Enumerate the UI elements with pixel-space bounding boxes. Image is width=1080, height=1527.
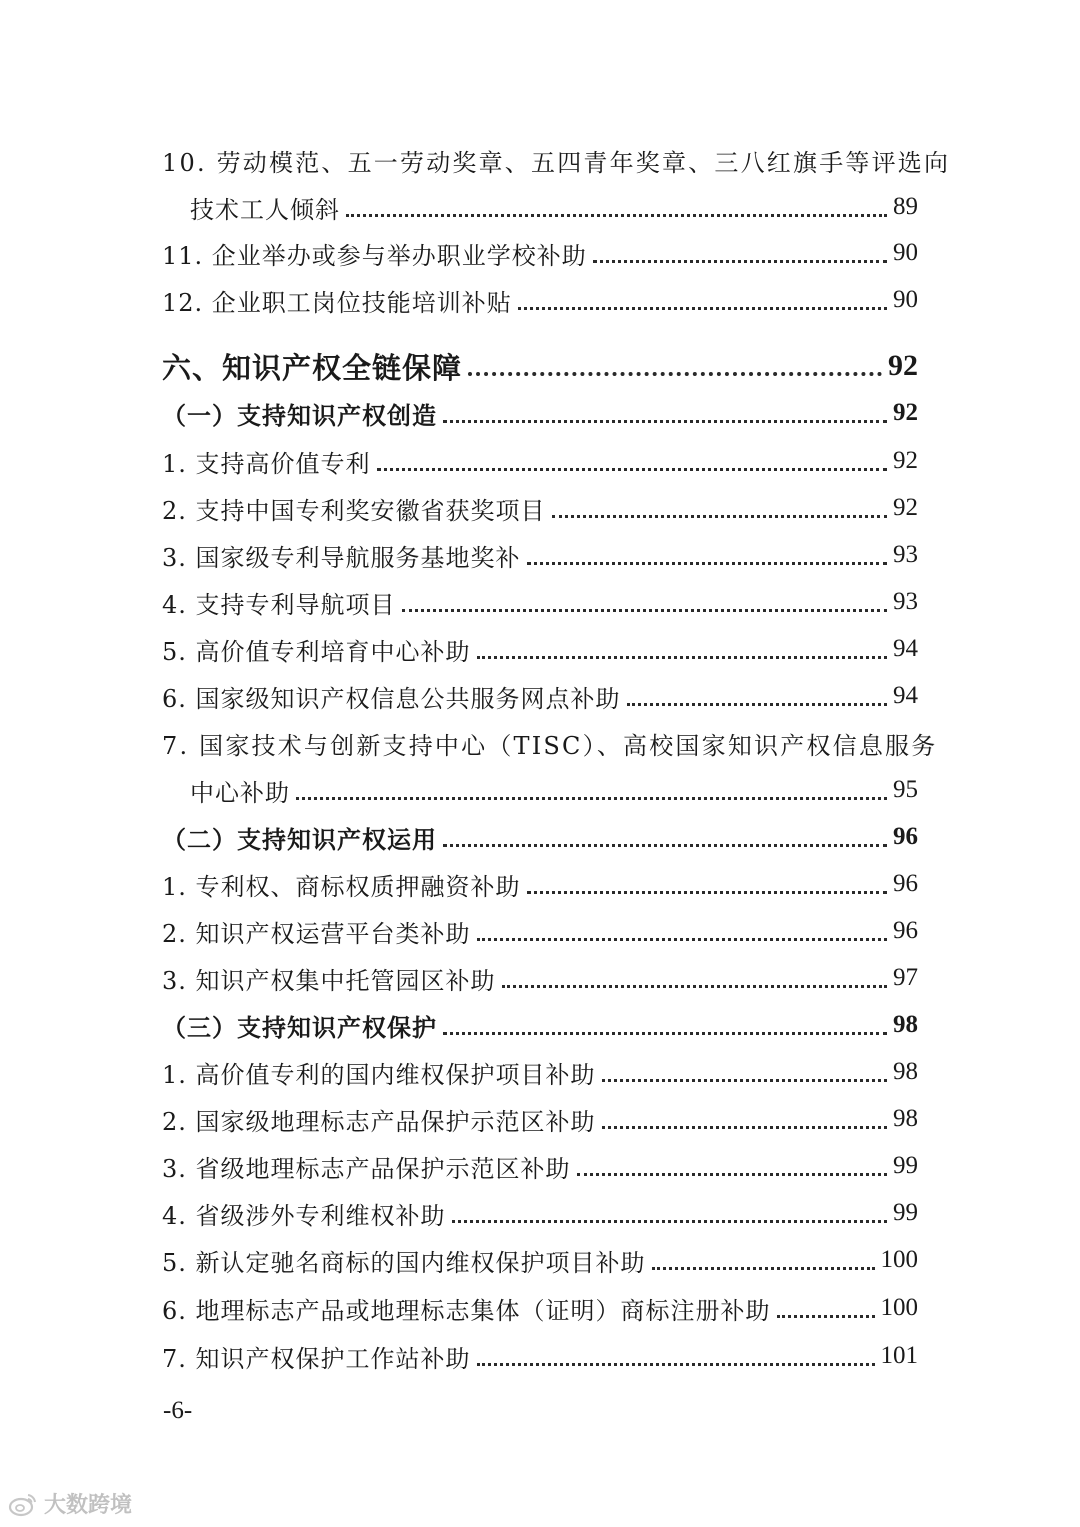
toc-item-continuation[interactable] [190,770,918,810]
toc-entry-label: 1. 专利权、商标权质押融资补助 [162,872,521,901]
toc-entry-label: 2. 知识产权运营平台类补助 [162,919,471,948]
dot-leader [652,1267,875,1270]
dot-leader [627,703,887,706]
dot-leader [443,844,887,847]
dot-leader [577,1173,887,1176]
toc-item[interactable] [162,582,918,622]
toc-chapter[interactable] [162,343,918,389]
dot-leader [477,656,887,659]
dot-leader [477,938,887,941]
toc-entry-label: 2. 支持中国专利奖安徽省获奖项目 [162,496,546,525]
toc-page-number: 92 [893,494,918,521]
dot-leader [602,1126,887,1129]
toc-page-number: 94 [893,635,918,662]
toc-entry-label: 3. 国家级专利导航服务基地奖补 [162,543,521,572]
toc-entry-label: 5. 新认定驰名商标的国内维权保护项目补助 [162,1248,646,1277]
dot-leader [527,562,887,565]
toc-section[interactable] [162,817,918,857]
toc-page-number: 98 [893,1105,918,1132]
toc-item[interactable] [162,280,918,320]
toc-page-number: 89 [893,193,918,220]
toc-page-number: 99 [893,1199,918,1226]
toc-page-number: 99 [893,1152,918,1179]
toc-page-number: 93 [893,588,918,615]
dot-leader [296,797,887,800]
toc-entry-label: 7. 国家技术与创新支持中心（TISC）、高校国家知识产权信息服务 [162,731,938,760]
toc-item[interactable] [162,723,938,763]
toc-entry-label: 3. 知识产权集中托管园区补助 [162,966,496,995]
toc-entry-label: 10. 劳动模范、五一劳动奖章、五四青年奖章、三八红旗手等评选向 [162,148,951,177]
toc-page-number: 93 [893,541,918,568]
watermark-text: 大数跨境 [44,1493,133,1518]
dot-leader [443,1032,887,1035]
dot-leader [468,372,882,376]
dot-leader [443,420,887,423]
toc-page-number: 100 [880,1246,918,1273]
toc-item[interactable] [162,441,918,481]
dot-leader [502,985,887,988]
toc-item[interactable] [162,140,951,180]
dot-leader [602,1079,887,1082]
toc-item[interactable] [162,911,918,951]
toc-page-number: 101 [880,1342,918,1369]
dot-leader [377,468,887,471]
toc-page-number: 96 [893,823,918,850]
toc-page-number: 92 [888,349,918,382]
toc-item[interactable] [162,629,918,669]
toc-item[interactable] [162,1052,918,1092]
toc-page-number: 92 [893,447,918,474]
toc-item[interactable] [162,676,918,716]
toc-item[interactable] [162,1336,918,1376]
toc-item[interactable] [162,1146,918,1186]
toc-entry-label: 6. 地理标志产品或地理标志集体（证明）商标注册补助 [162,1296,771,1325]
dot-leader [402,609,887,612]
toc-item[interactable] [162,1288,918,1328]
dot-leader [527,891,887,894]
toc-page-number: 95 [893,776,918,803]
toc-item[interactable] [162,1099,918,1139]
dot-leader [452,1220,887,1223]
toc-entry-label: （三）支持知识产权保护 [162,1012,437,1042]
dot-leader [552,515,887,518]
toc-entry-label: 技术工人倾斜 [190,195,340,224]
toc-page-number: 94 [893,682,918,709]
toc-entry-label: （一）支持知识产权创造 [162,400,437,430]
toc-entry-label: 12. 企业职工岗位技能培训补贴 [162,288,512,317]
toc-entry-label: 中心补助 [190,778,290,807]
toc-entry-label: 1. 高价值专利的国内维权保护项目补助 [162,1060,596,1089]
toc-entry-label: 2. 国家级地理标志产品保护示范区补助 [162,1107,596,1136]
toc-entry-label: 六、知识产权全链保障 [162,350,463,385]
toc-page-number: 92 [893,399,918,426]
weibo-logo-icon [8,1491,38,1517]
dot-leader [593,260,887,263]
toc-item[interactable] [162,535,918,575]
toc-page-number: 96 [893,917,918,944]
toc-page-number: 98 [893,1058,918,1085]
toc-item[interactable] [162,1193,918,1233]
toc-page-number: 100 [880,1294,918,1321]
toc-entry-label: 3. 省级地理标志产品保护示范区补助 [162,1154,571,1183]
toc-section[interactable] [162,1005,918,1045]
toc-entry-label: 6. 国家级知识产权信息公共服务网点补助 [162,684,621,713]
page-number: -6- [163,1397,193,1424]
toc-item[interactable] [162,233,918,273]
toc-entry-label: 7. 知识产权保护工作站补助 [162,1344,471,1373]
dot-leader [477,1363,875,1366]
toc-page-number: 90 [893,239,918,266]
toc-page-number: 98 [893,1011,918,1038]
toc-entry-label: 11. 企业举办或参与举办职业学校补助 [162,241,587,270]
toc-entry-label: 5. 高价值专利培育中心补助 [162,637,471,666]
watermark [8,1488,132,1519]
toc-page-number: 96 [893,870,918,897]
toc-item[interactable] [162,958,918,998]
toc-item-continuation[interactable] [190,187,918,227]
toc-entry-label: 4. 支持专利导航项目 [162,590,396,619]
toc-entry-label: （二）支持知识产权运用 [162,824,437,854]
toc-section[interactable] [162,393,918,433]
toc-page-number: 90 [893,286,918,313]
toc-page-number: 97 [893,964,918,991]
toc-entry-label: 1. 支持高价值专利 [162,449,371,478]
dot-leader [346,214,887,217]
dot-leader [518,307,887,310]
toc-entry-label: 4. 省级涉外专利维权补助 [162,1201,446,1230]
toc-item[interactable] [162,864,918,904]
dot-leader [777,1315,875,1318]
toc-item[interactable] [162,488,918,528]
toc-item[interactable] [162,1240,918,1280]
